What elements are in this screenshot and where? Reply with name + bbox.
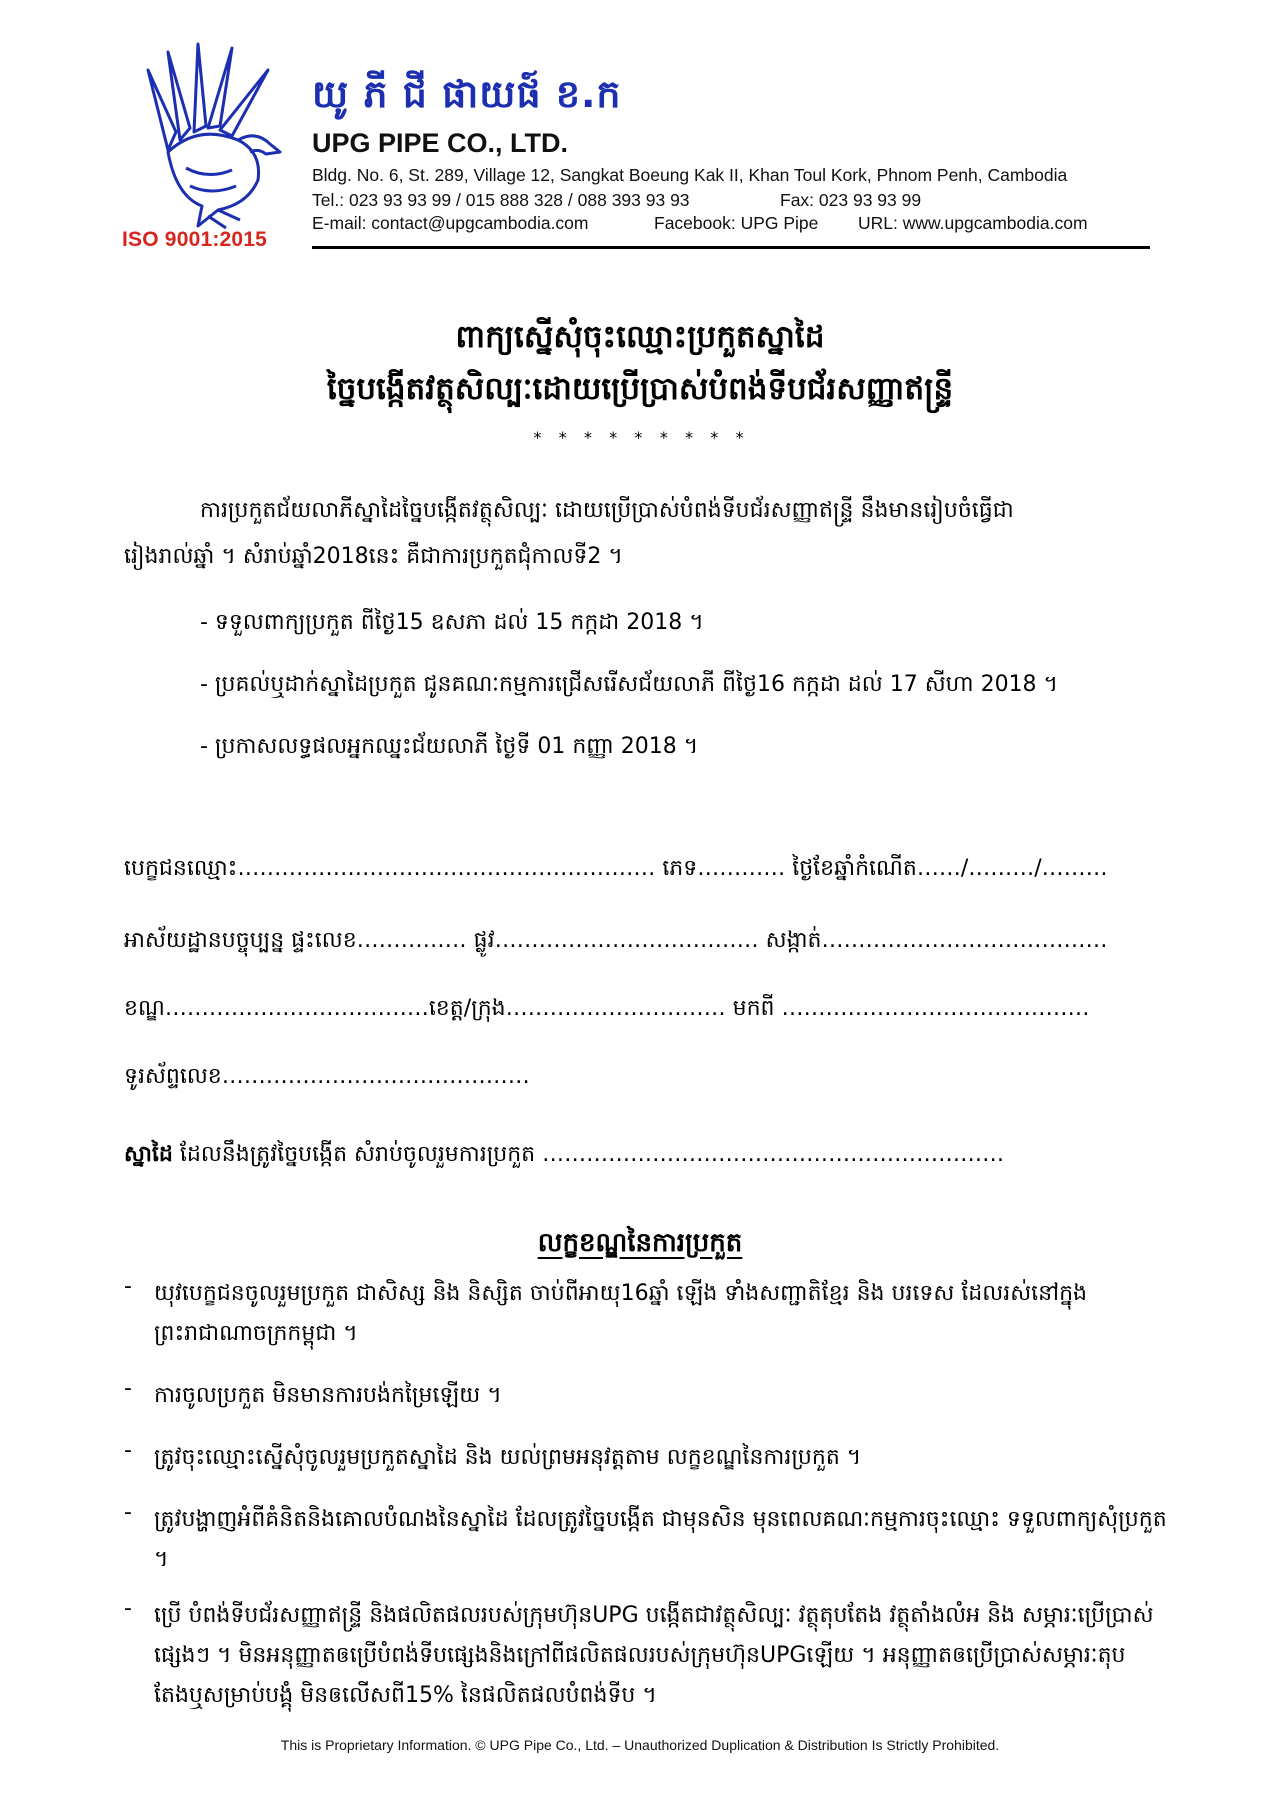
eagle-logo-icon bbox=[128, 40, 298, 230]
facebook: Facebook: UPG Pipe bbox=[654, 213, 819, 233]
document-title-line-2: ច្នៃបង្កើតវត្ថុសិល្បៈដោយប្រើប្រាស់បំពង់ទីបជ័រសញ្ញាឥន្ទ្រី bbox=[326, 371, 954, 407]
schedule-item: - ទទួលពាក្យប្រកួត ពីថ្ងៃ15 ឧសភា ដល់ 15 កក្កដា 2018 ។ bbox=[200, 610, 704, 635]
company-name-khmer: យូ ភី ជី ផាយផ៍ ខ.ក bbox=[312, 72, 622, 116]
address-field[interactable]: អាស័យដ្ឋានបច្ចុប្បន្ន ផ្ទះលេខ…………… ផ្លូវ……………………………… សង្កាត់………………………………… bbox=[124, 928, 1108, 953]
list-bullet: - bbox=[124, 1376, 132, 1401]
condition-text: ត្រូវបង្ហាញអំពីគំនិតនិងគោលបំណងនៃស្នាដៃ ដែលត្រូវច្នៃបង្កើត ជាមុនសិន មុនពេលគណៈកម្មការចុះឈ្មោះ ទទួលពាក្យសុំប្រកួត ។ bbox=[154, 1507, 1167, 1572]
fax: Fax: 023 93 93 99 bbox=[780, 190, 922, 210]
artwork-label: ស្នាដៃ bbox=[124, 1142, 173, 1167]
company-name: UPG PIPE CO., LTD. bbox=[312, 128, 569, 158]
candidate-name-field[interactable]: បេក្ខជនឈ្មោះ………………………………………………… ភេទ………… ថ្ងៃខែឆ្នាំកំណើត……/………/……… bbox=[124, 856, 1108, 881]
intro-paragraph-line-2: រៀងរាល់ឆ្នាំ ។ សំរាប់ឆ្នាំ2018នេះ គឺជាការប្រកួតជុំកាលទី2 ។ bbox=[124, 544, 623, 569]
artwork-field[interactable] bbox=[124, 1140, 1004, 1172]
website-url: URL: www.upgcambodia.com bbox=[858, 213, 1088, 233]
condition-text: ប្រើ បំពង់ទីបជ័រសញ្ញាឥន្ទ្រី និងផលិតផលរបស់ក្រុមហ៊ុនUPG បង្កើតជាវត្ថុសិល្បៈ វត្ថុតុបតែង វត្ថុតាំងលំអ និង សម្ភារៈប្រើប្រាស់ផ្សេងៗ ។ មិនអនុញ្ញាតឲប្រើបំពង់ទីបផ្សេងនិងក្រៅពីផលិតផលរបស់ក្រុមហ៊ុនUPGឡើយ ។ អនុញ្ញាតឲប្រើប្រាស់សម្ភារៈតុបតែងឬសម្រាប់បង្គុំ មិនឲលើសពី15% នៃផលិតផលបំពង់ទីប ។ bbox=[154, 1603, 1154, 1708]
contact-phone-row bbox=[312, 190, 922, 211]
conditions-heading: លក្ខខណ្ឌនៃការប្រកួត bbox=[537, 1228, 743, 1258]
schedule-item: - ប្រគល់ឬដាក់ស្នាដៃប្រកួត ជូនគណៈកម្មការជ្រើសរើសជ័យលាភី ពីថ្ងៃ16 កក្កដា ដល់ 17 សីហា 2018 ។ bbox=[200, 672, 1059, 697]
list-bullet: - bbox=[124, 1500, 132, 1525]
list-bullet: - bbox=[124, 1274, 132, 1299]
phone-field[interactable]: ទូរស័ព្ទលេខ…………………………………… bbox=[124, 1064, 530, 1089]
letterhead-divider bbox=[312, 246, 1150, 249]
contact-online-row bbox=[312, 213, 1088, 234]
title-separator: * * * * * * * * * bbox=[532, 428, 748, 447]
district-province-field[interactable]: ខណ្ឌ………………………………ខេត្ត/ក្រុង………………………… មកពី …………………………………… bbox=[124, 996, 1090, 1021]
condition-text: យុវបេក្ខជនចូលរួមប្រកួត ជាសិស្ស និង និស្សិត ចាប់ពីអាយុ16ឆ្នាំ ឡើង ទាំងសញ្ជាតិខ្មែរ និង បរទេស ដែលរស់នៅក្នុងព្រះរាជាណាចក្រកម្ពុជា ។ bbox=[154, 1281, 1088, 1346]
document-title-line-1: ពាក្យស្នើសុំចុះឈ្មោះប្រកួតស្នាដៃ bbox=[455, 319, 825, 355]
condition-text: ត្រូវចុះឈ្មោះស្នើសុំចូលរួមប្រកួតស្នាដៃ និង យល់ព្រមអនុវត្តតាម លក្ខខណ្ឌនៃការប្រកួត ។ bbox=[154, 1445, 862, 1470]
telephone: Tel.: 023 93 93 99 / 015 888 328 / 088 393 93 93 bbox=[312, 190, 690, 210]
proprietary-footer: This is Proprietary Information. © UPG Pipe Co., Ltd. – Unauthorized Duplication & Distribution Is Strictly Prohibited. bbox=[280, 1737, 1000, 1753]
list-bullet: - bbox=[124, 1596, 132, 1621]
company-address: Bldg. No. 6, St. 289, Village 12, Sangkat Boeung Kak II, Khan Toul Kork, Phnom Penh, Cambodia bbox=[312, 165, 1068, 185]
intro-paragraph-line-1: ការប្រកួតជ័យលាភីស្នាដៃច្នៃបង្កើតវត្ថុសិល្បៈ ដោយប្រើប្រាស់បំពង់ទីបជ័រសញ្ញាឥន្ទ្រី នឹងមានរៀបចំធ្វើជា bbox=[200, 498, 1014, 523]
condition-text: ការចូលប្រកួត មិនមានការបង់កម្រៃឡើយ ។ bbox=[154, 1383, 502, 1408]
list-bullet: - bbox=[124, 1438, 132, 1463]
schedule-item: - ប្រកាសលទ្ធផលអ្នកឈ្នះជ័យលាភី ថ្ងៃទី 01 កញ្ញា 2018 ។ bbox=[200, 734, 699, 759]
artwork-blank: ដែលនឹងត្រូវច្នៃបង្កើត សំរាប់ចូលរួមការប្រកួត ……………………………………………………… bbox=[172, 1142, 1005, 1167]
email: E-mail: contact@upgcambodia.com bbox=[312, 213, 589, 233]
iso-certification: ISO 9001:2015 bbox=[122, 228, 268, 251]
